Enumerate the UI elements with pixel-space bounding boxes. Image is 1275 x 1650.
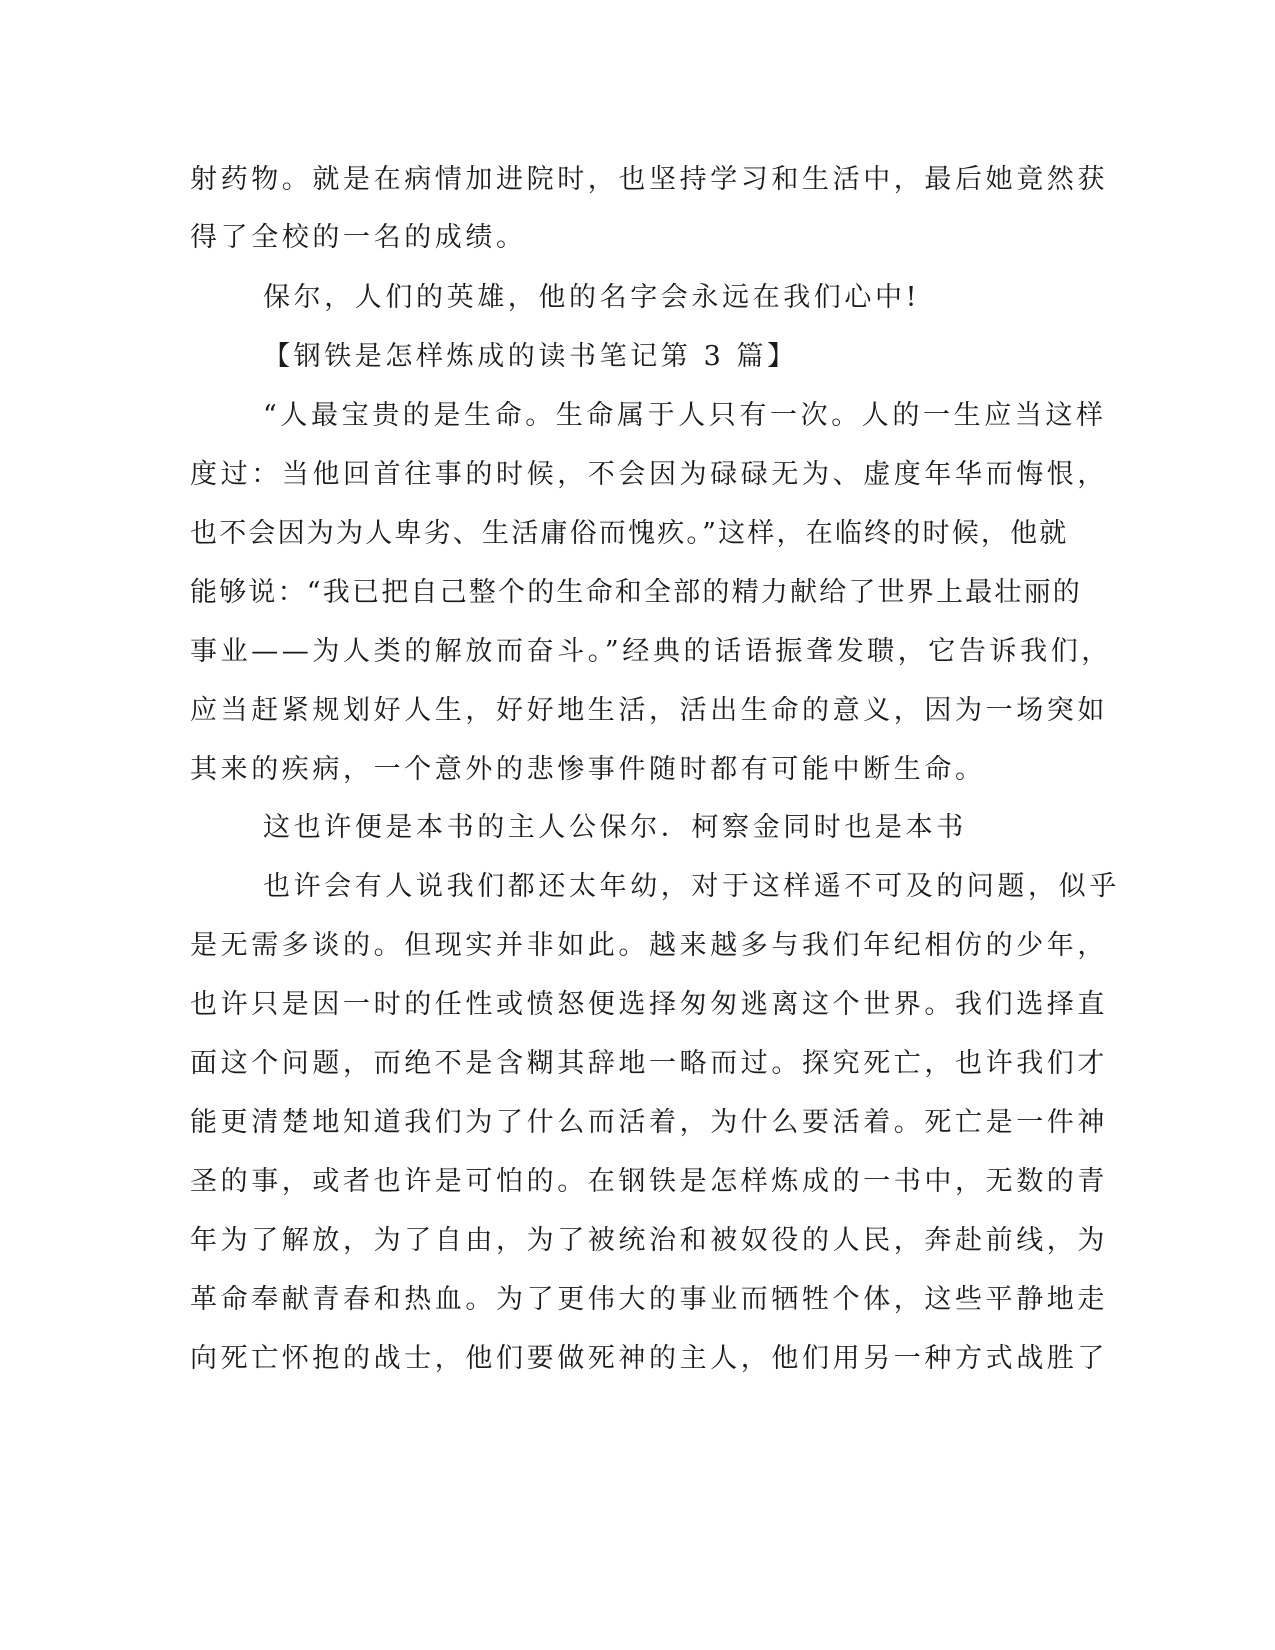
text-line: 应当赶紧规划好人生，好好地生活，活出生命的意义，因为一场突如 [190, 695, 1108, 726]
text-line: 这也许便是本书的主人公保尔．柯察金同时也是本书 [263, 812, 967, 843]
text-line: 革命奉献青春和热血。为了更伟大的事业而牺牲个体，这些平静地走 [190, 1284, 1108, 1315]
text-line: 圣的事，或者也许是可怕的。在钢铁是怎样炼成的一书中，无数的青 [190, 1166, 1108, 1197]
text-line: 能够说：“我已把自己整个的生命和全部的精力献给了世界上最壮丽的 [190, 577, 1083, 608]
text-line: 能更清楚地知道我们为了什么而活着，为什么要活着。死亡是一件神 [190, 1107, 1108, 1138]
text-line: 得了全校的一名的成绩。 [190, 222, 527, 253]
text-line: 是无需多谈的。但现实并非如此。越来越多与我们年纪相仿的少年， [190, 930, 1108, 961]
text-line: 也许会有人说我们都还太年幼，对于这样遥不可及的问题，似乎 [263, 871, 1120, 902]
text-line: 保尔，人们的英雄，他的名字会永远在我们心中! [263, 282, 921, 313]
section-heading: 【钢铁是怎样炼成的读书笔记第 3 篇】 [263, 341, 798, 372]
text-line: 也不会因为为人卑劣、生活庸俗而愧疚。”这样，在临终的时候，他就 [190, 518, 1069, 549]
text-line: 面这个问题，而绝不是含糊其辞地一略而过。探究死亡，也许我们才 [190, 1048, 1108, 1079]
text-line: “人最宝贵的是生命。生命属于人只有一次。人的一生应当这样 [263, 400, 1107, 431]
text-line: 度过：当他回首往事的时候，不会因为碌碌无为、虚度年华而悔恨， [190, 459, 1108, 490]
text-line: 其来的疾病，一个意外的悲惨事件随时都有可能中断生命。 [190, 754, 986, 785]
text-line: 年为了解放，为了自由，为了被统治和被奴役的人民，奔赴前线，为 [190, 1225, 1108, 1256]
text-line: 也许只是因一时的任性或愤怒便选择匆匆逃离这个世界。我们选择直 [190, 989, 1108, 1020]
text-line: 向死亡怀抱的战士，他们要做死神的主人，他们用另一种方式战胜了 [190, 1343, 1108, 1374]
text-line: 事业——为人类的解放而奋斗。”经典的话语振聋发聩，它告诉我们， [190, 636, 1112, 667]
text-line: 射药物。就是在病情加进院时，也坚持学习和生活中，最后她竟然获 [190, 164, 1108, 195]
